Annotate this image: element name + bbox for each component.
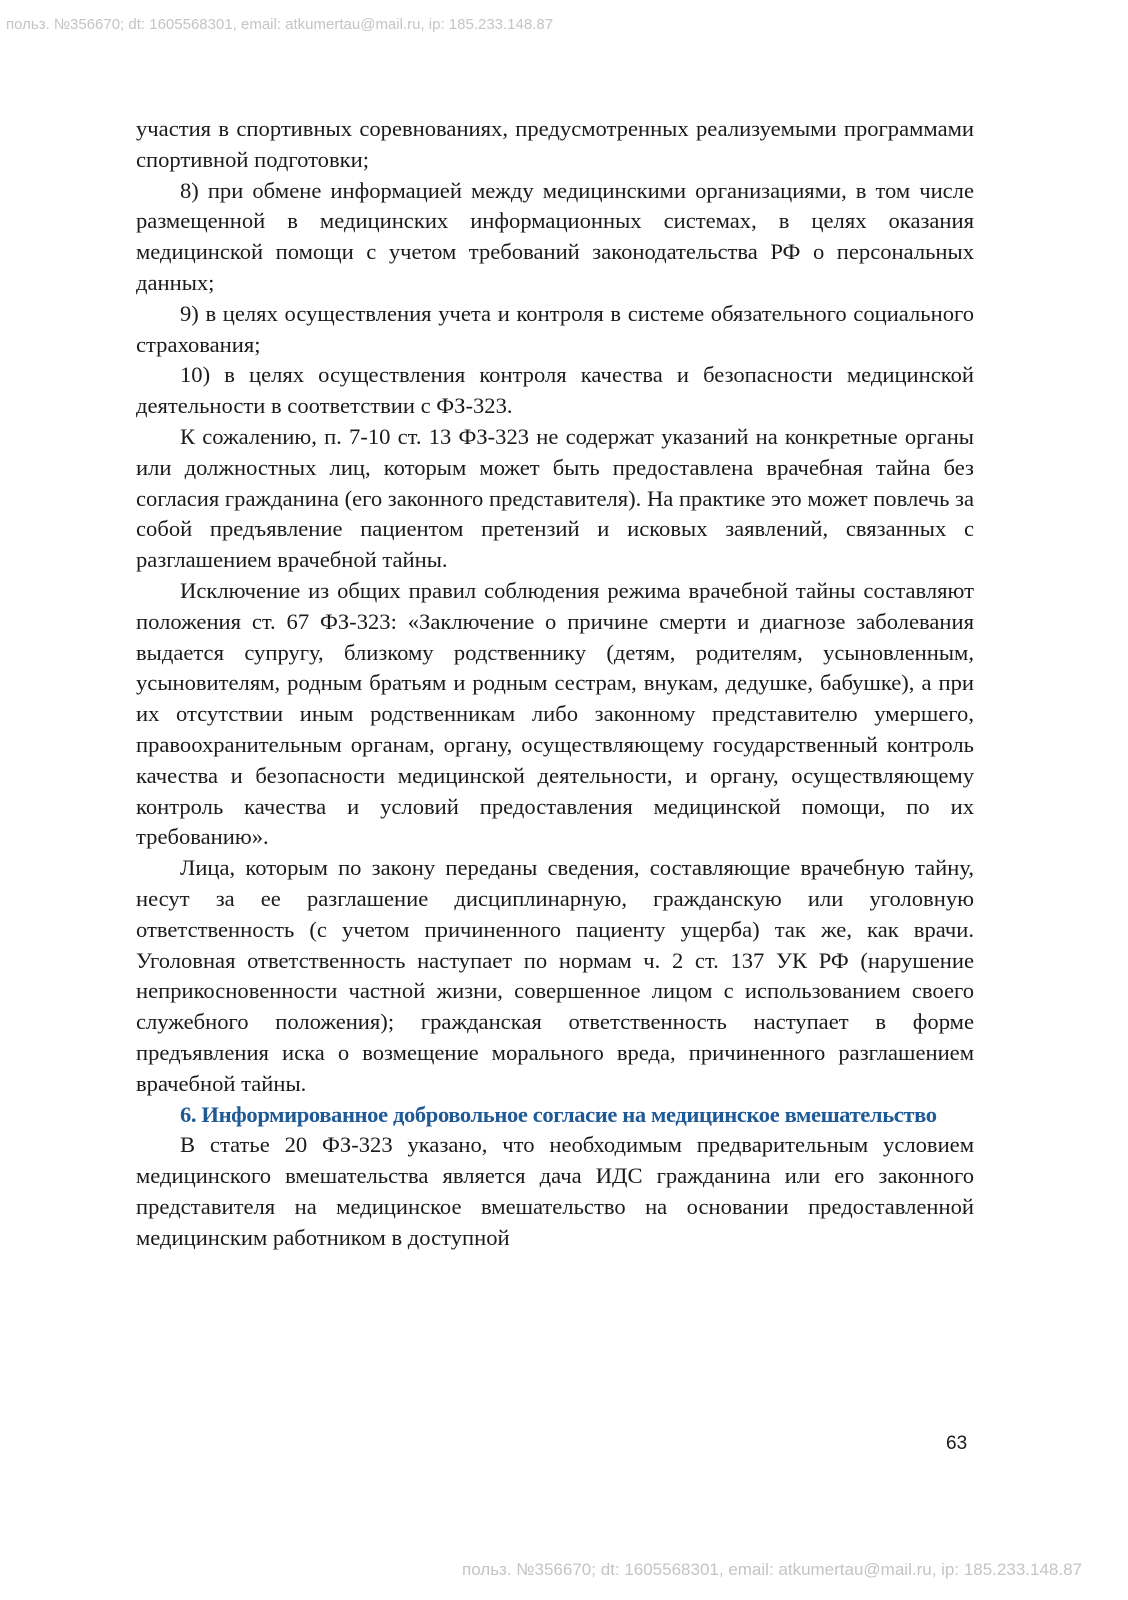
paragraph-item-10: 10) в целях осуществления контроля качества и безопасности медицинской деятельности в соответствии с ФЗ-323. — [136, 362, 974, 419]
paragraph-liability: Лица, которым по закону переданы сведения, составляющие врачебную тайну, несут за ее разглашение дисциплинарную, гражданскую или уголовную ответственность (с учетом причиненного пациенту ущерба) так же, как врачи. Уголовная ответственность наступает по нормам ч. 2 ст. 137 УК РФ (нарушение неприкосновенности частной жизни, совершенное лицом с использованием своего служебного положения); гражданская ответственность наступает в форме предъявления иска о возмещение морального вреда, причиненного разглашением врачебной тайны. — [136, 855, 974, 1096]
paragraph-article-20: В статье 20 ФЗ-323 указано, что необходимым предварительным условием медицинского вмешательства является дача ИДС гражданина или его законного представителя на медицинское вмешательство на основании предоставленной медицинским работником в доступной — [136, 1132, 974, 1250]
paragraph-regret: К сожалению, п. 7-10 ст. 13 ФЗ-323 не содержат указаний на конкретные органы или должностных лиц, которым может быть предоставлена врачебная тайна без согласия гражданина (его законного представителя). На практике это может повлечь за собой предъявление пациентом претензий и исковых заявлений, связанных с разглашением врачебной тайны. — [136, 423, 974, 573]
paragraph-continuation: участия в спортивных соревнованиях, предусмотренных реализуемыми программами спортивной подготовки; — [136, 116, 974, 172]
paragraph-item-9: 9) в целях осуществления учета и контроля в системе обязательного социального страхования; — [136, 300, 974, 357]
section-heading: 6. Информированное добровольное согласие на медицинское вмешательство — [180, 1101, 937, 1127]
page-number: 63 — [946, 1433, 968, 1454]
watermark-top: польз. №356670; dt: 1605568301, email: atkumertau@mail.ru, ip: 185.233.148.87 — [6, 16, 554, 33]
paragraph-exception: Исключение из общих правил соблюдения режима врачебной тайны составляют положения ст. 67 ФЗ-323: «Заключение о причине смерти и диагнозе заболевания выдается супругу, близкому родственнику (детям, родителям, усыновленным, усыновителям, родным братьям и родным сестрам, внукам, дедушке, бабушке), а при их отсутствии иным родственникам либо законному представителю умершего, правоохранительным органам, органу, осуществляющему государственный контроль качества и безопасности медицинской деятельности, и органу, осуществляющему контроль качества и условий предоставления медицинской помощи, по их требованию». — [136, 577, 974, 850]
page-body — [136, 114, 974, 1253]
paragraph-item-8: 8) при обмене информацией между медицинскими организациями, в том числе размещенной в медицинских информационных системах, в целях оказания медицинской помощи с учетом требований законодательства РФ о персональных данных; — [136, 177, 974, 295]
watermark-bottom: польз. №356670; dt: 1605568301, email: atkumertau@mail.ru, ip: 185.233.148.87 — [461, 1560, 1082, 1579]
